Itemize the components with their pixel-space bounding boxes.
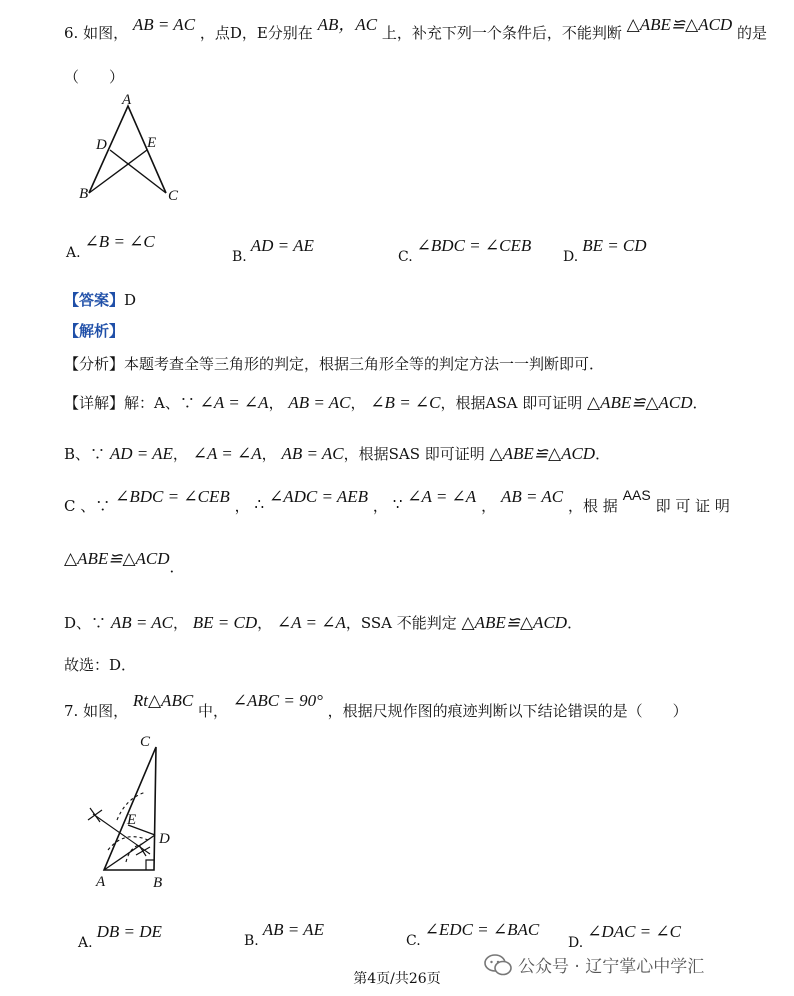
- option-expr: AB = AE: [262, 920, 324, 939]
- q7-right-angle-mark: [146, 860, 154, 870]
- q6-detail-d: [64, 612, 582, 633]
- q7-label-b: B: [153, 875, 163, 891]
- option-expr: AD = AE: [250, 236, 314, 255]
- detail-math: AB = AC: [281, 444, 344, 463]
- detail-math: △ABE≌△ACD: [461, 613, 568, 632]
- detail-math: AB = AC: [110, 613, 173, 632]
- q6-stem-text: 的是: [736, 24, 767, 42]
- detail-punct: ．: [692, 394, 708, 412]
- q6-detail-c: [64, 487, 730, 515]
- q7-arc-cross-mark: [88, 808, 102, 822]
- option-label: D.: [563, 249, 579, 265]
- q7-stem-text: 7. 如图，: [64, 702, 129, 720]
- q6-figure: [70, 90, 190, 210]
- detail-punct: ．: [595, 445, 611, 463]
- detail-math: AD = AE: [109, 444, 173, 463]
- q6-choose: 故选：D．: [64, 656, 137, 674]
- option-label: D.: [568, 935, 584, 951]
- q6-option-b[interactable]: [232, 236, 314, 265]
- detail-punct: ．: [169, 558, 185, 576]
- detail-math: △ABE≌△ACD: [587, 393, 693, 412]
- q7-option-b[interactable]: [244, 920, 324, 949]
- detail-punct: ，: [261, 445, 277, 463]
- q6-detail-b: [64, 443, 610, 464]
- option-expr: ∠BDC = ∠CEB: [416, 236, 532, 255]
- q6-jiexi: [64, 320, 124, 341]
- page-footer: 第4页/共26页: [353, 971, 441, 987]
- option-label: B.: [244, 933, 259, 949]
- fenxi-text: 本题考查全等三角形的判定，根据三角形全等的判定方法一一判断即可．: [124, 355, 605, 373]
- q6-stem-math: AB，AC: [317, 15, 378, 34]
- option-label: A.: [66, 245, 81, 261]
- detail-punct: ，: [172, 614, 188, 632]
- q6-detail-c-cont: [64, 548, 185, 576]
- q6-stem-math: △ABE≌△ACD: [626, 15, 733, 34]
- option-expr: DB = DE: [96, 922, 162, 941]
- option-label: C.: [406, 933, 421, 949]
- detail-punct: ，: [372, 497, 388, 515]
- q6-label-a: A: [122, 92, 132, 108]
- q6-label-d: D: [96, 137, 107, 153]
- q7-stem-math: Rt△ABC: [132, 691, 194, 710]
- fenxi-tag: 【分析】: [64, 355, 125, 373]
- q7-figure: [80, 732, 190, 892]
- q7-label-a: A: [96, 874, 106, 890]
- option-expr: ∠EDC = ∠BAC: [424, 920, 540, 939]
- option-label: B.: [232, 249, 247, 265]
- detail-math: ∠BDC = ∠CEB: [115, 487, 230, 506]
- q6-fenxi: [64, 353, 604, 374]
- detail-text: ，SSA 不能判定: [345, 614, 457, 632]
- q6-paren: （ ）: [64, 68, 125, 86]
- detail-punct: ，: [350, 394, 366, 412]
- q6-label-e: E: [147, 135, 157, 151]
- detail-punct: ，: [257, 614, 273, 632]
- answer-tag: 【答案】: [64, 291, 125, 309]
- q6-option-c[interactable]: [398, 236, 532, 265]
- q7-label-d: D: [159, 831, 170, 847]
- detail-text: ，根据ASA 即可证明: [440, 394, 583, 412]
- q7-option-a[interactable]: [78, 922, 162, 951]
- q6-stem-text: 上，补充下列一个条件后，不能判断: [381, 24, 622, 42]
- detail-text: 即 可 证 明: [655, 497, 730, 515]
- detail-math: AB = AC: [500, 487, 564, 506]
- detail-text: D、∵: [64, 614, 107, 632]
- therefore-symbol: ∴: [254, 495, 265, 513]
- detail-math: BE = CD: [192, 613, 258, 632]
- detail-punct: ，: [172, 445, 188, 463]
- because-symbol: ∵: [392, 495, 403, 513]
- q7-option-d[interactable]: [568, 922, 681, 951]
- q6-label-b: B: [79, 186, 89, 202]
- q7-label-c: C: [140, 734, 151, 750]
- q7-stem-text: 中，: [197, 702, 228, 720]
- option-label: A.: [78, 935, 93, 951]
- jiexi-tag: 【解析】: [64, 322, 125, 340]
- option-expr: ∠DAC = ∠C: [587, 922, 681, 941]
- q6-detail-a: [64, 392, 708, 413]
- detail-math: ∠B = ∠C: [370, 393, 441, 412]
- q6-stem: [64, 15, 767, 43]
- q6-option-d[interactable]: [563, 236, 647, 265]
- q6-stem-text: 6. 如图，: [64, 24, 129, 42]
- detail-math: ∠A = ∠A: [407, 487, 477, 506]
- q7-option-c[interactable]: [406, 920, 540, 949]
- q6-label-c: C: [168, 188, 179, 204]
- option-expr: BE = CD: [582, 236, 647, 255]
- q6-answer: [64, 289, 136, 310]
- detail-math: ∠ADC = AEB: [268, 487, 369, 506]
- detail-text: B、∵: [64, 445, 106, 463]
- detail-text: C 、∵: [64, 497, 111, 515]
- detail-math: ∠A = ∠A: [199, 393, 269, 412]
- q7-stem-text: ，根据尺规作图的痕迹判断以下结论错误的是（ ）: [327, 702, 688, 720]
- option-expr: ∠B = ∠C: [84, 232, 155, 251]
- q7-stem: [64, 690, 688, 720]
- detail-math: AB = AC: [288, 393, 351, 412]
- detail-punct: ，: [234, 497, 250, 515]
- option-label: C.: [398, 249, 413, 265]
- detail-math: △ABE≌△ACD: [64, 549, 170, 568]
- answer-value: D: [124, 291, 137, 309]
- q6-stem-text: ，点D，E分别在: [199, 24, 313, 42]
- q7-label-e: E: [127, 812, 137, 828]
- detail-punct: ，: [268, 394, 284, 412]
- xiangjie-tag: 【详解】: [64, 394, 125, 412]
- detail-text: ，根 据: [568, 497, 618, 515]
- detail-punct: ．: [567, 614, 583, 632]
- detail-text: ，根据SAS 即可证明: [343, 445, 485, 463]
- watermark-text: 公众号 · 辽宁掌心中学汇: [518, 957, 705, 977]
- detail-text: AAS: [622, 487, 651, 503]
- detail-text: 解：A、∵: [124, 394, 195, 412]
- detail-math: ∠A = ∠A: [192, 444, 262, 463]
- q7-stem-math: ∠ABC = 90°: [232, 691, 323, 710]
- detail-math: ∠A = ∠A: [276, 613, 346, 632]
- detail-punct: ，: [481, 497, 497, 515]
- detail-math: △ABE≌△ACD: [489, 444, 596, 463]
- q6-stem-math: AB = AC: [132, 15, 196, 34]
- q6-option-a[interactable]: [66, 232, 155, 261]
